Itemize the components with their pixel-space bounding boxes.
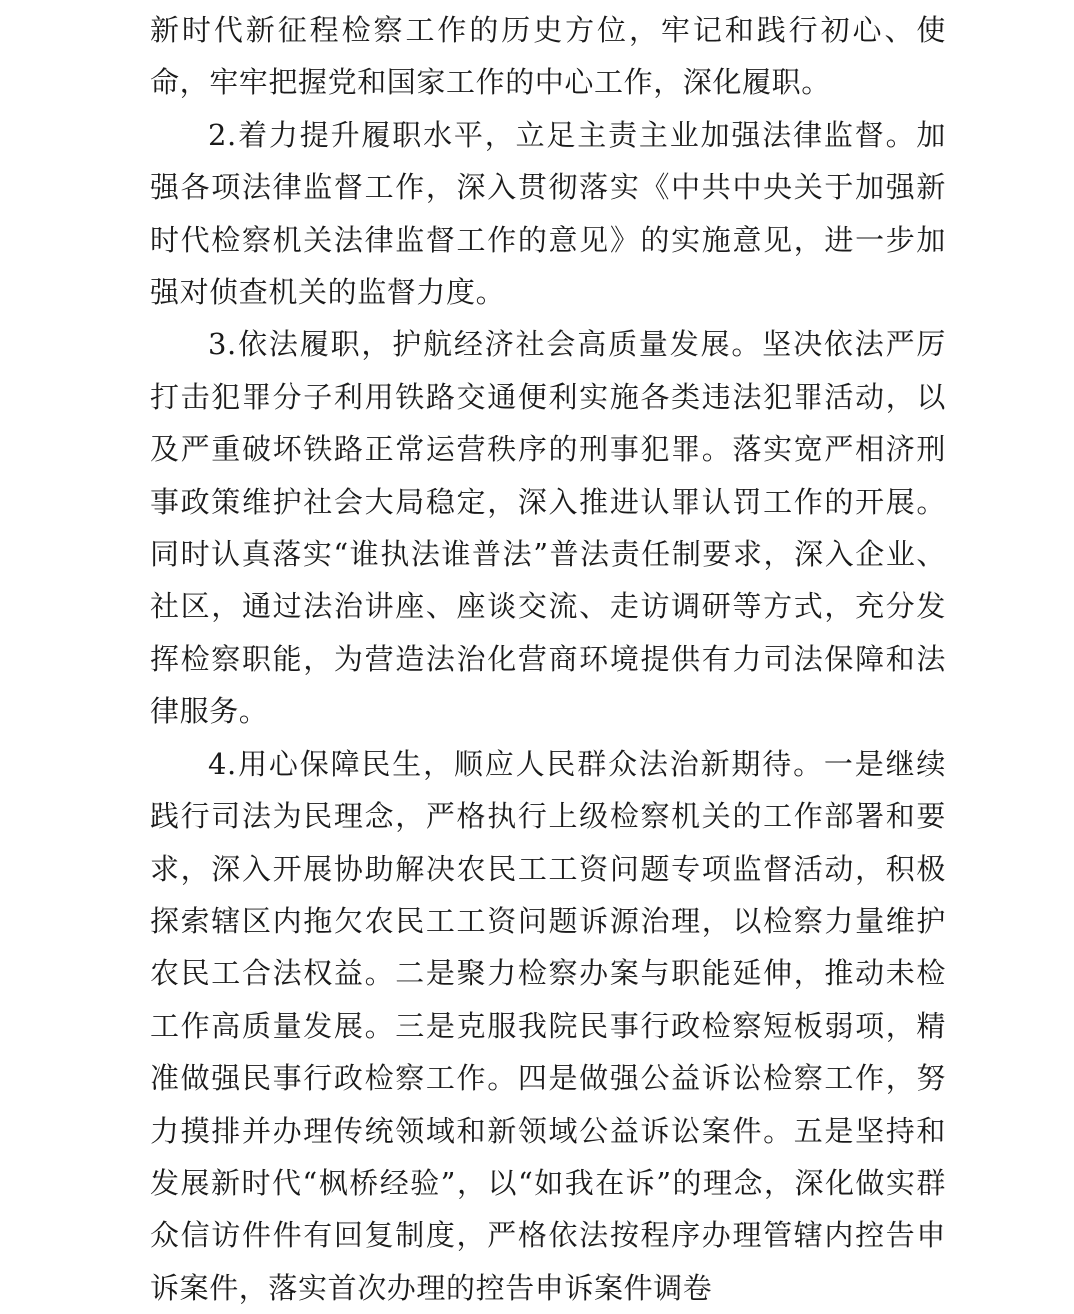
paragraph-item-3: 3.依法履职，护航经济社会高质量发展。坚决依法严厉打击犯罪分子利用铁路交通便利实施各类违法犯罪活动，以及严重破坏铁路正常运营秩序的刑事犯罪。落实宽严相济刑事政策维护社会大局稳定，深入推进认罪认罚工作的开展。同时认真落实“谁执法谁普法”普法责任制要求，深入企业、社区，通过法治讲座、座谈交流、走访调研等方式，充分发挥检察职能，为营造法治化营商环境提供有力司法保障和法律服务。 — [150, 327, 946, 729]
document-body — [150, 4, 946, 1314]
paragraph-item-2: 2.着力提升履职水平，立足主责主业加强法律监督。加强各项法律监督工作，深入贯彻落实《中共中央关于加强新时代检察机关法律监督工作的意见》的实施意见，进一步加强对侦查机关的监督力度。 — [150, 117, 946, 310]
paragraph-continuation: 新时代新征程检察工作的历史方位，牢记和践行初心、使命，牢牢把握党和国家工作的中心工作，深化履职。 — [150, 13, 946, 100]
paragraph-item-4: 4.用心保障民生，顺应人民群众法治新期待。一是继续践行司法为民理念，严格执行上级检察机关的工作部署和要求，深入开展协助解决农民工工资问题专项监督活动，积极探索辖区内拖欠农民工工资问题诉源治理，以检察力量维护农民工合法权益。二是聚力检察办案与职能延伸，推动未检工作高质量发展。三是克服我院民事行政检察短板弱项，精准做强民事行政检察工作。四是做强公益诉讼检察工作，努力摸排并办理传统领域和新领域公益诉讼案件。五是坚持和发展新时代“枫桥经验”，以“如我在诉”的理念，深化做实群众信访件件有回复制度，严格依法按程序办理管辖内控告申诉案件，落实首次办理的控告申诉案件调卷 — [150, 746, 946, 1305]
